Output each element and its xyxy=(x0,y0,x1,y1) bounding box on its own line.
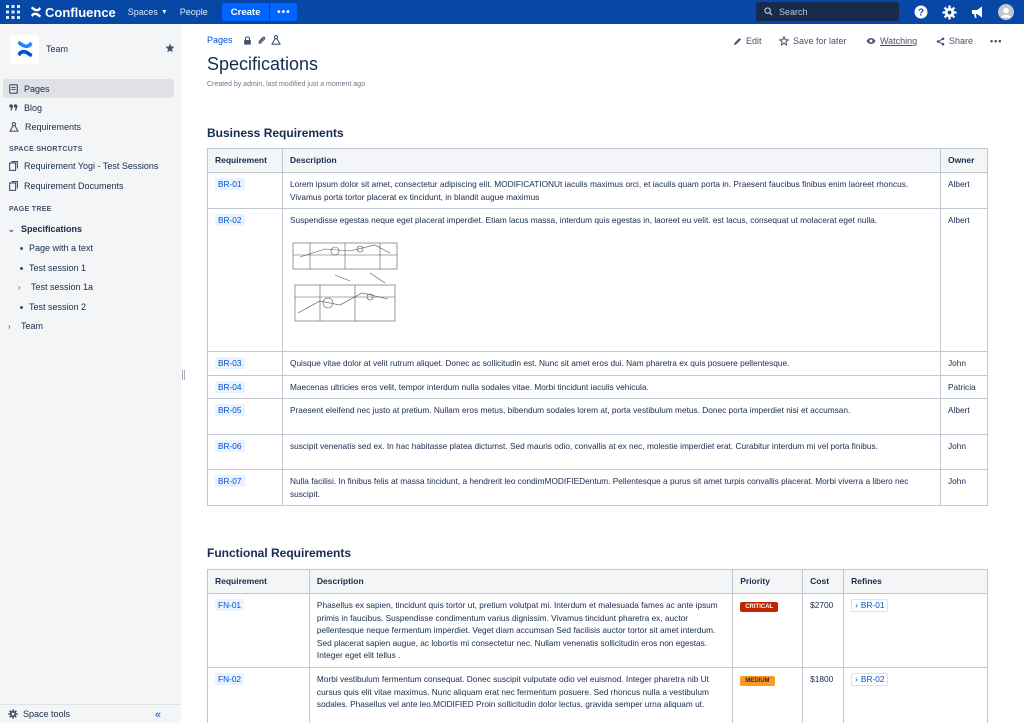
page-title: Specifications xyxy=(207,54,319,74)
share-label: Share xyxy=(949,36,974,46)
requirement-description: Maecenas ultricies eros velit, tempor interdum nulla sodales vitae. Morbi tincidunt iaculis vehicula. xyxy=(282,375,940,399)
chevron-down-icon: ▼ xyxy=(160,8,168,16)
table-row xyxy=(208,375,988,399)
requirement-owner: Albert xyxy=(941,173,988,209)
shortcut-test-sessions[interactable] xyxy=(3,156,174,175)
product-name: Confluence xyxy=(45,4,116,20)
column-header: Owner xyxy=(941,149,988,173)
shortcut-label: Requirement Documents xyxy=(24,180,124,191)
share-button[interactable] xyxy=(936,35,973,47)
watching-button[interactable] xyxy=(866,35,917,47)
column-header: Cost xyxy=(803,570,844,594)
search-box[interactable] xyxy=(756,2,899,21)
requirement-owner: John xyxy=(941,470,988,506)
column-header: Priority xyxy=(733,570,803,594)
requirement-owner: Albert xyxy=(941,399,988,435)
restrictions-lock-icon[interactable] xyxy=(243,36,252,45)
chevron-right-icon: › xyxy=(855,600,858,610)
tree-item-label: Specifications xyxy=(21,224,83,234)
sidebar-item-label: Pages xyxy=(24,83,50,94)
requirement-owner: Patricia xyxy=(941,375,988,399)
requirement-key-link[interactable]: BR-06 xyxy=(215,440,245,452)
chevron-right-icon[interactable]: › xyxy=(18,282,21,292)
requirement-key-link[interactable]: BR-07 xyxy=(215,475,245,487)
page-copy-icon xyxy=(9,181,18,191)
table-row xyxy=(208,435,988,470)
app-switcher-icon[interactable] xyxy=(0,0,26,24)
table-header-row xyxy=(208,570,988,594)
column-header: Requirement xyxy=(208,149,283,173)
space-tools-button[interactable]: Space tools xyxy=(23,709,71,719)
requirement-owner: John xyxy=(941,435,988,470)
technical-drawing-image[interactable] xyxy=(290,235,402,327)
requirement-key-link[interactable]: FN-02 xyxy=(215,673,244,685)
more-actions-icon[interactable]: ••• xyxy=(990,36,1003,46)
edit-button[interactable] xyxy=(733,35,762,47)
people-link[interactable]: People xyxy=(179,7,208,17)
confluence-logo-icon xyxy=(30,6,42,18)
table-row xyxy=(208,594,988,668)
column-header: Requirement xyxy=(208,570,310,594)
table-row xyxy=(208,209,988,352)
breadcrumb-pages-link[interactable]: Pages xyxy=(207,35,233,45)
sidebar-item-label: Blog xyxy=(24,102,43,113)
eye-icon xyxy=(866,37,876,45)
requirement-owner: John xyxy=(941,352,988,376)
tree-item-label: Test session 2 xyxy=(29,302,87,312)
help-icon[interactable] xyxy=(912,3,930,21)
tree-item-label: Page with a text xyxy=(29,243,94,253)
priority-badge: MEDIUM xyxy=(740,676,774,686)
sidebar-item-blog[interactable] xyxy=(3,98,174,117)
chevron-right-icon[interactable]: › xyxy=(8,321,11,331)
save-for-later-label: Save for later xyxy=(793,36,847,46)
refines-key: BR-02 xyxy=(860,674,885,684)
tree-item-label: Test session 1a xyxy=(31,282,94,292)
shortcut-label: Requirement Yogi - Test Sessions xyxy=(24,160,159,171)
business-requirements-heading: Business Requirements xyxy=(207,126,344,140)
search-icon xyxy=(764,7,773,16)
star-icon[interactable] xyxy=(165,43,175,55)
requirement-key-link[interactable]: BR-05 xyxy=(215,404,245,416)
table-row xyxy=(208,173,988,209)
bullet-icon xyxy=(20,267,23,270)
page-byline: Created by admin, last modified just a moment ago xyxy=(207,81,365,88)
attachment-icon[interactable] xyxy=(257,36,266,45)
space-name: Team xyxy=(46,44,69,54)
space-header[interactable] xyxy=(10,34,175,64)
requirement-description: Praesent eleifend nec justo at pretium. Nullam eros metus, bibendum sodales lorem at, porta vestibulum metus. Donec porta imperdiet nisi et accumsan. xyxy=(282,399,940,435)
shortcut-requirement-documents[interactable] xyxy=(3,176,174,195)
tree-item-page-with-a-text[interactable] xyxy=(20,239,93,257)
table-row xyxy=(208,352,988,376)
notifications-megaphone-icon[interactable] xyxy=(968,3,986,21)
requirement-description: Morbi vestibulum fermentum consequat. Donec suscipit vulputate odio vel euismod. Integer pharetra nib Ut cursus quis elit vitae maximus. Nunc aliquam erat nec fermentum posuere. Sed rhoncus nulla a vestibulum sodales. Phasellus vel ante leo.MODIFIED Proin sollicitudin dolor lectus, gravida semper urna aliquam ut. xyxy=(309,668,732,723)
space-sidebar xyxy=(0,24,181,723)
requirement-cost: $1800 xyxy=(803,668,844,723)
column-header: Refines xyxy=(844,570,988,594)
requirement-key-link[interactable]: BR-01 xyxy=(215,178,245,190)
page-tree-heading: PAGE TREE xyxy=(9,206,52,213)
sidebar-item-label: Requirements xyxy=(25,121,82,132)
column-header: Description xyxy=(309,570,732,594)
sidebar-item-requirements[interactable] xyxy=(3,117,174,136)
tree-item-test-session-2[interactable] xyxy=(20,298,86,316)
requirements-icon xyxy=(9,122,19,132)
requirements-icon[interactable] xyxy=(271,35,281,45)
tree-item-label: Team xyxy=(21,321,44,331)
page-copy-icon xyxy=(9,161,18,171)
tree-item-test-session-1a[interactable] xyxy=(18,278,93,296)
gear-icon xyxy=(8,709,18,719)
confluence-logo[interactable] xyxy=(30,5,116,20)
column-header: Description xyxy=(282,149,940,173)
star-outline-icon xyxy=(779,36,789,46)
space-tools-footer xyxy=(0,704,181,723)
tree-item-test-session-1[interactable] xyxy=(20,259,86,277)
sidebar-resize-handle[interactable] xyxy=(182,370,185,380)
user-avatar-icon[interactable] xyxy=(997,3,1015,21)
tree-item-specifications[interactable] xyxy=(8,220,82,238)
svg-text:?: ? xyxy=(917,7,925,19)
requirement-key-link[interactable]: FN-01 xyxy=(215,599,244,611)
requirement-description: Nulla facilisi. In finibus felis at massa tincidunt, a hendrerit leo condimMODIFIEDentum. Pellentesque a purus sit amet turpis convallis placerat. Morbi viverra a libero nec suscipit. xyxy=(282,470,940,506)
requirement-description: Suspendisse egestas neque eget placerat imperdiet. Etiam lacus massa, interdum quis egestas in, laoreet eu velit. est lacus, consequat ut molacerat eget nulla. xyxy=(289,215,878,225)
breadcrumb xyxy=(207,35,281,45)
business-requirements-table xyxy=(207,148,988,506)
edit-label: Edit xyxy=(746,36,762,46)
refines-link[interactable] xyxy=(851,599,888,612)
table-row xyxy=(208,399,988,435)
chevron-right-icon: › xyxy=(855,674,858,684)
spaces-menu[interactable] xyxy=(128,7,168,17)
pages-icon xyxy=(9,84,18,94)
requirement-key-link[interactable]: BR-03 xyxy=(215,357,245,369)
requirement-description: Quisque vitae dolor at velit rutrum aliquet. Donec ac sollicitudin est. Nunc sit amet eros dui. Nam pharetra ex quis posuere pellentesque. xyxy=(282,352,940,376)
requirement-owner: Albert xyxy=(941,209,988,352)
create-button[interactable]: Create xyxy=(222,3,270,21)
requirement-description: Phasellus ex sapien, tincidunt quis tortor ut, pretium volutpat mi. Interdum et malesuada fames ac ante ipsum primis in faucibus. Suspendisse condimentum varius dignissim. Vivamus tincidunt pharetra ex, auctor pellentesque neque fermentum imperdiet. Veget diam accumsan Sed facilisis auctor tortor sit amet interdum. Sed placerat sapien augue, ac lobortis mi consectetur nec. Nullam venenatis sollicitudin eros non egestas. Integer eget elit tellus . xyxy=(309,594,732,668)
sidebar-item-pages[interactable] xyxy=(3,79,174,98)
collapse-sidebar-icon[interactable]: « xyxy=(154,709,161,721)
requirement-description: suscipit venenatis sed ex. In hac habitasse platea dictumst. Sed mauris odio, convallis at ex nec, molestie imperdiet erat. Curabitur interdum mi vel porta finibus. xyxy=(282,435,940,470)
requirement-description: Lorem ipsum dolor sit amet, consectetur adipiscing elit. MODIFICATIONUt iaculis maximus orci, et iaculis quam porta in. Praesent faucibus finibus enim laoreet rhoncus. Vivamus porta tortor placerat ex tincidunt, in blandit augue maximus xyxy=(282,173,940,209)
settings-gear-icon[interactable] xyxy=(940,3,958,21)
tree-item-label: Test session 1 xyxy=(29,263,87,273)
blog-quote-icon xyxy=(9,103,18,112)
table-row xyxy=(208,470,988,506)
priority-badge: CRITICAL xyxy=(740,602,778,612)
table-header-row xyxy=(208,149,988,173)
tree-item-team[interactable] xyxy=(8,317,43,335)
search-input[interactable] xyxy=(779,7,889,17)
requirement-key-link[interactable]: BR-04 xyxy=(215,381,245,393)
space-shortcuts-heading: SPACE SHORTCUTS xyxy=(9,146,83,153)
spaces-label: Spaces xyxy=(127,7,158,17)
functional-requirements-table xyxy=(207,569,988,723)
space-logo-icon xyxy=(10,35,39,64)
bullet-icon xyxy=(20,306,23,309)
functional-requirements-heading: Functional Requirements xyxy=(207,546,352,560)
share-icon xyxy=(936,37,945,46)
watching-label: Watching xyxy=(880,36,918,46)
refines-link[interactable] xyxy=(851,673,888,686)
pencil-icon xyxy=(733,37,742,46)
bullet-icon xyxy=(20,247,23,250)
top-navigation xyxy=(0,0,1024,24)
save-for-later-button[interactable] xyxy=(779,35,847,47)
chevron-down-icon[interactable]: ⌄ xyxy=(8,224,15,234)
requirement-key-link[interactable]: BR-02 xyxy=(215,214,245,226)
table-row xyxy=(208,668,988,723)
requirement-cost: $2700 xyxy=(803,594,844,668)
create-more-button[interactable]: ••• xyxy=(269,3,297,21)
refines-key: BR-01 xyxy=(860,600,885,610)
